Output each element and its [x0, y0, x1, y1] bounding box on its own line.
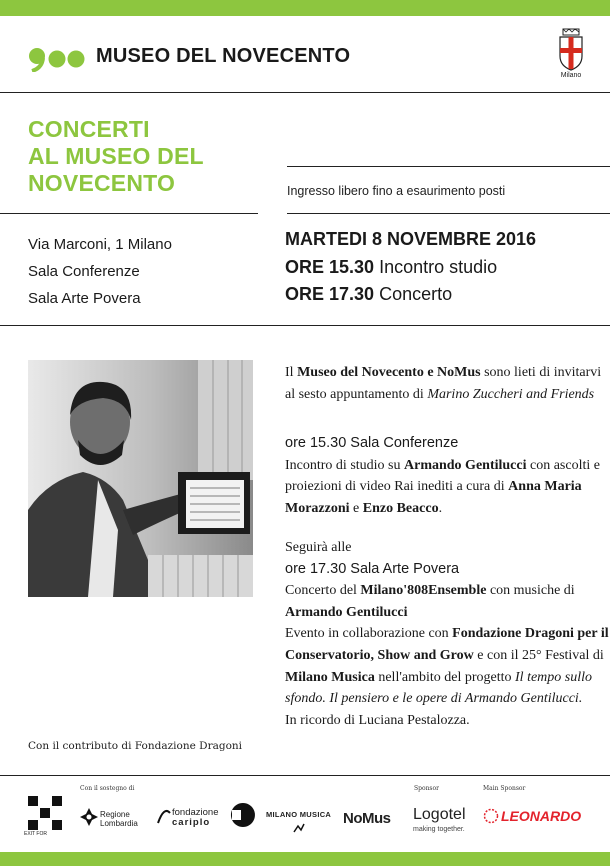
venue-info — [28, 231, 172, 312]
schedule-divider — [0, 325, 610, 326]
text-span: con musiche di — [486, 583, 575, 599]
text-span: Evento in collaborazione con — [285, 626, 453, 642]
organizers: Museo del Novecento e NoMus — [297, 365, 481, 380]
contribution-note: Con il contributo di Fondazione Dragoni — [28, 740, 243, 752]
support-label: Con il sostegno di — [80, 785, 135, 792]
session-1-heading: ore 15.30 Sala Conferenze — [285, 435, 459, 451]
logotel-tagline: making together. — [413, 826, 465, 833]
regione-lombardia-text: Regione Lombardia — [100, 810, 138, 828]
title-line-2: AL MUSEO DEL — [28, 143, 204, 169]
session-2-heading: ore 17.30 Sala Arte Povera — [285, 560, 460, 577]
nomus-logo: NoMus — [343, 810, 391, 827]
milano-musica-text: MILANO MUSICA — [266, 810, 332, 819]
text-span: Il — [285, 365, 298, 380]
crest-label: Milano — [560, 72, 582, 79]
free-entry-note: Ingresso libero fino a esaurimento posti — [287, 184, 506, 198]
venue-address: Via Marconi, 1 Milano — [28, 236, 172, 253]
header-divider — [0, 92, 610, 93]
invitation-paragraph — [285, 362, 610, 405]
milano-musica-figure-icon — [292, 822, 306, 834]
text-span: e — [349, 500, 363, 516]
curator-1: Anna Maria Morazzoni — [285, 479, 582, 516]
museum-900-logo-icon — [28, 46, 86, 72]
fondazione-dragoni-logo-icon — [230, 802, 256, 828]
text-span: e con il 25° Festival di — [473, 647, 604, 663]
event-1: Incontro studio — [379, 257, 498, 277]
project-name: Il tempo sullo sfondo. Il pensiero e le opere di Armando Gentilucci. — [285, 669, 593, 707]
main-sponsor-label: Main Sponsor — [483, 785, 526, 792]
museum-name: MUSEO DEL NOVECENTO — [96, 45, 351, 67]
event-2: Concerto — [379, 284, 453, 304]
festival-name: Milano Musica — [285, 669, 375, 685]
title-divider-left — [0, 213, 258, 214]
title-line-1: CONCERTI — [28, 116, 150, 142]
text-span: nell'ambito del progetto — [374, 669, 516, 685]
session-2-intro: Seguirà alle — [285, 540, 352, 555]
composer-name: Armando Gentilucci — [285, 604, 408, 620]
time-2: ORE 17.30 — [285, 284, 375, 304]
ensemble-name: Milano'808Ensemble — [360, 583, 487, 599]
leonardo-logo-icon — [483, 808, 499, 824]
text-span: con ascolti e proiezioni di video Rai inediti a cura di — [285, 457, 600, 495]
session-2-paragraph — [285, 537, 610, 731]
exitfor-logo-icon — [28, 796, 62, 830]
venue-room-1: Sala Conferenze — [28, 263, 140, 280]
milano-crest-icon — [557, 28, 585, 72]
memorial-note: In ricordo di Luciana Pestalozza. — [285, 712, 470, 728]
cariplo-word: cariplo — [172, 817, 211, 828]
session-1-paragraph — [285, 433, 610, 519]
exitfor-text: EXIT FOR — [24, 831, 47, 837]
schedule-line-2 — [285, 284, 452, 305]
portrait-photo — [28, 360, 253, 597]
fondazione-cariplo-logo-icon — [155, 808, 173, 826]
schedule-line-1 — [285, 257, 497, 278]
fondazione-word: fondazione — [172, 807, 219, 818]
free-entry-divider — [287, 166, 610, 167]
event-title — [28, 116, 204, 197]
footer-divider — [0, 775, 610, 776]
text-span: . — [438, 500, 443, 516]
partner-name: Fondazione Dragoni per il Conservatorio, Show and Grow — [285, 626, 609, 663]
sponsor-label: Sponsor — [414, 785, 439, 792]
logotel-logo: Logotel — [413, 806, 466, 823]
bottom-accent-bar — [0, 852, 610, 866]
curator-2: Enzo Beacco — [362, 500, 439, 516]
composer-name: Armando Gentilucci — [404, 457, 527, 473]
title-divider-right — [287, 213, 610, 214]
leonardo-logo: LEONARDO — [501, 808, 582, 824]
event-date: MARTEDI 8 NOVEMBRE 2016 — [285, 229, 537, 249]
series-name: Marino Zuccheri and Friends — [427, 386, 595, 402]
venue-room-2: Sala Arte Povera — [28, 290, 141, 307]
text-span: sono lieti di invitarvi al sesto appuntamento di — [285, 365, 602, 402]
text-span: Concerto del — [285, 583, 361, 599]
fondazione-text — [172, 808, 218, 828]
portrait-illustration — [28, 360, 253, 597]
time-1: ORE 15.30 — [285, 257, 375, 277]
text-span: Incontro di studio su — [285, 457, 404, 473]
top-accent-bar — [0, 0, 610, 16]
regione-lombardia-logo-icon — [80, 808, 98, 826]
title-line-3: NOVECENTO — [28, 170, 176, 196]
